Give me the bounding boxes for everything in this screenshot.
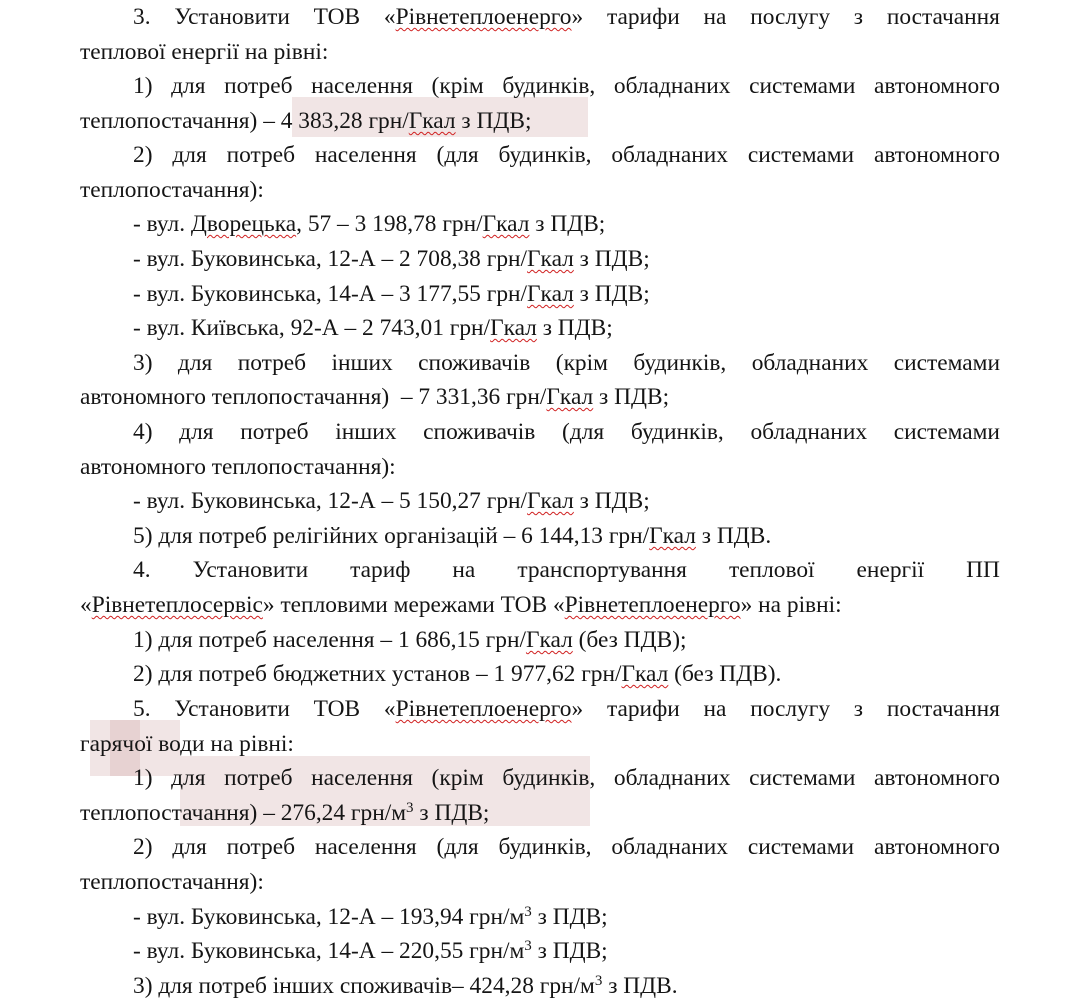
- list-item: - вул. Буковинська, 12-А – 2 708,38 грн/Гкал з ПДВ;: [133, 246, 650, 272]
- s4-heading-line1: 4. Установити тариф на транспортування теплової енергії ПП: [133, 557, 1000, 583]
- list-item: - вул. Буковинська, 14-А – 3 177,55 грн/Гкал з ПДВ;: [133, 281, 650, 307]
- s3-item3-line2: автономного теплопостачання) – 7 331,36 грн/Гкал з ПДВ;: [80, 384, 670, 410]
- s5-item3-line: 3) для потреб інших споживачів– 424,28 грн/$м^3$ з ПДВ.: [133, 973, 678, 999]
- s5-item1-line2: теплопостачання) – 276,24 грн/$м^3$ з ПДВ;: [80, 800, 490, 826]
- s3-item4-line1: 4) для потреб інших споживачів (для будинків, обладнаних системами: [133, 419, 1000, 445]
- s3-item1-line1: 1) для потреб населення (крім будинків, обладнаних системами автономного: [133, 73, 1000, 99]
- s4-heading-line2: «Рівнетеплосервіс» тепловими мережами ТОВ «Рівнетеплоенерго» на рівні:: [80, 592, 842, 618]
- s4-item2-line: 2) для потреб бюджетних установ – 1 977,62 грн/Гкал (без ПДВ).: [133, 661, 782, 687]
- s3-item2-line1: 2) для потреб населення (для будинків, обладнаних системами автономного: [133, 142, 1000, 168]
- s3-item3-line1: 3) для потреб інших споживачів (крім будинків, обладнаних системами: [133, 350, 1000, 376]
- list-item: - вул. Буковинська, 12-А – 5 150,27 грн/Гкал з ПДВ;: [133, 488, 650, 514]
- list-item: - вул. Буковинська, 14-А – 220,55 грн/$м^3$ з ПДВ;: [133, 938, 608, 964]
- s3-heading-line1: 3. Установити ТОВ «Рівнетеплоенерго» тарифи на послугу з постачання: [133, 4, 1000, 30]
- list-item: - вул. Дворецька, 57 – 3 198,78 грн/Гкал з ПДВ;: [133, 211, 606, 237]
- s5-heading-line1: 5. Установити ТОВ «Рівнетеплоенерго» тарифи на послугу з постачання: [133, 696, 1000, 722]
- list-item: - вул. Буковинська, 12-А – 193,94 грн/$м^3$ з ПДВ;: [133, 904, 608, 930]
- s5-item2-line2: теплопостачання):: [80, 869, 264, 895]
- s3-item1-line2: теплопостачання) – 4 383,28 грн/Гкал з ПДВ;: [80, 108, 532, 134]
- s3-item4-line2: автономного теплопостачання):: [80, 454, 396, 480]
- s3-item5-line: 5) для потреб релігійних організацій – 6 144,13 грн/Гкал з ПДВ.: [133, 523, 772, 549]
- s5-item1-line1: 1) для потреб населення (крім будинків, обладнаних системами автономного: [133, 765, 1000, 791]
- list-item: - вул. Київська, 92-А – 2 743,01 грн/Гкал з ПДВ;: [133, 315, 613, 341]
- s3-heading-line2: теплової енергії на рівні:: [80, 39, 329, 65]
- s5-heading-line2: гарячої води на рівні:: [80, 731, 294, 757]
- s5-item2-line1: 2) для потреб населення (для будинків, обладнаних системами автономного: [133, 834, 1000, 860]
- s3-item2-line2: теплопостачання):: [80, 177, 264, 203]
- s4-item1-line: 1) для потреб населення – 1 686,15 грн/Гкал (без ПДВ);: [133, 627, 687, 653]
